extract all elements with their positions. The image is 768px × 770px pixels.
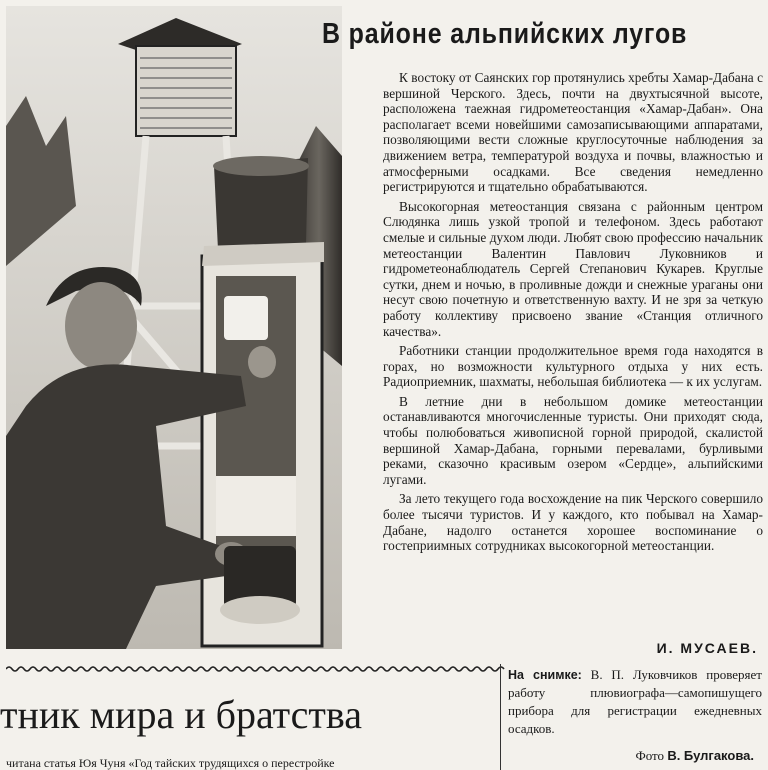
photo-caption — [508, 666, 762, 738]
article-paragraph-1: К востоку от Саянских гор протянулись хребты Хамар-Дабана с вершиной Черского. Здесь, почти на двухтысячной высоте, расположена таежная гидрометеостанция «Хамар-Дабан». Она располагает всеми новейшими самозаписывающими аппаратами, позволяющими вести сложные круглосуточные наблюдения за движением ветра, температурой воздуха и почвы, влажностью и атмосферными осадками. Все сведения немедленно регистрируются и тщательно обрабатываются. — [383, 70, 763, 195]
second-article-text: читана статья Юя Чуня «Год тайских трудящихся о перестройке — [6, 756, 335, 770]
photo-illustration — [6, 6, 342, 649]
author-byline: И. МУСАЕВ. — [656, 640, 758, 656]
article-paragraph-2: Высокогорная метеостанция связана с районным центром Слюдянка лишь узкой тропой и телефоном. Здесь работают смелые и сильные духом люди. Любят свою профессию начальник метеостанции Валентин Павлович Луковников и гидрометеонаблюдатель Сергей Степанович Кукарев. Круглые сутки, днем и ночью, в проливные дожди и снежные ураганы они несут свою почетную и ответственную вахту. И не зря за четкую работу коллективу присвоено звание «Станция отличного качества». — [383, 198, 763, 339]
wavy-divider — [6, 664, 506, 674]
article-paragraph-3: Работники станции продолжительное время года находятся в горах, но возможности культурного отдыха у них есть. Радиоприемник, шахматы, небольшая библиотека — к их услугам. — [383, 343, 763, 390]
credit-prefix: Фото — [635, 748, 665, 763]
article-paragraph-5: За лето текущего года восхождение на пик Черского совершило более тысячи туристов. И у каждого, кто побывал на Хамар-Дабане, надолго останется хорошее воспоминание о гостеприимных сотрудниках высокогорной метеостанции. — [383, 491, 763, 554]
article-paragraph-4: В летние дни в небольшом домике метеостанции останавливаются многочисленные туристы. Они приходят сюда, чтобы полюбоваться живописной горной природой, скалистой вершиной Хамар-Дабана, горными перевалами, бурливыми реками, сказочно красивым озером «Сердце», альпийскими лугами. — [383, 393, 763, 487]
credit-name: В. Булгакова. — [667, 748, 754, 763]
caption-text: В. П. Луковчиков проверяет работу плювиографа—самопишущего прибора для регистрации ежедневных осадков. — [508, 667, 762, 736]
article-headline: В районе альпийских лугов — [322, 18, 688, 50]
photo-credit — [635, 748, 754, 764]
photo-meteo-station — [6, 6, 342, 649]
caption-lead: На снимке: — [508, 668, 582, 682]
second-article-headline: тник мира и братства — [0, 692, 362, 737]
article-body — [383, 70, 763, 554]
column-rule — [500, 664, 501, 770]
